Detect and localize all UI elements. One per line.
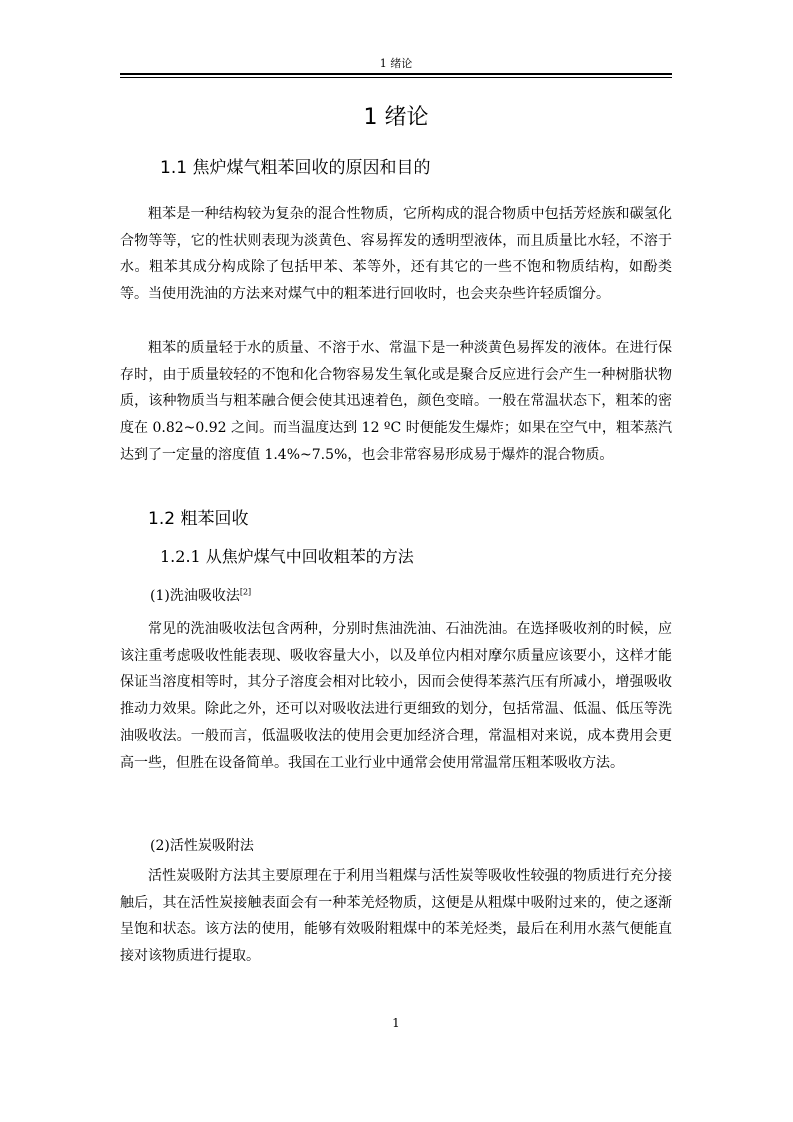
section-1-2-1-heading: 1.2.1 从焦炉煤气中回收粗苯的方法 bbox=[160, 547, 414, 566]
method-1-label bbox=[150, 586, 251, 606]
section-1-2-heading: 1.2 粗苯回收 bbox=[148, 509, 249, 529]
header-rule-thin bbox=[120, 77, 672, 78]
running-header: 1 绪论 bbox=[379, 57, 413, 70]
header-rule-thick bbox=[120, 73, 672, 75]
page-number: 1 bbox=[392, 1016, 400, 1030]
method-1-label-text: (1)洗油吸收法 bbox=[150, 588, 240, 604]
citation-ref: [2] bbox=[239, 587, 252, 597]
method-2-label: (2)活性炭吸附法 bbox=[150, 838, 254, 854]
body-paragraph: 粗苯是一种结构较为复杂的混合性物质，它所构成的混合物质中包括芳烃族和碳氢化合物等等，它的性状则表现为淡黄色、容易挥发的透明型液体，而且质量比水轻，不溶于水。粗苯其成分构成除了包括甲苯、苯等外，还有其它的一些不饱和物质结构，如酚类等。当使用洗油的方法来对煤气中的粗苯进行回收时，也会夹杂些许轻质馏分。 bbox=[120, 206, 672, 303]
body-paragraph: 活性炭吸附方法其主要原理在于利用当粗煤与活性炭等吸收性较强的物质进行充分接触后，其在活性炭接触表面会有一种苯羌烃物质，这便是从粗煤中吸附过来的，使之逐渐呈饱和状态。该方法的使用，能够有效吸附粗煤中的苯羌烃类，最后在利用水蒸气便能直接对该物质进行提取。 bbox=[120, 868, 672, 965]
body-paragraph: 常见的洗油吸收法包含两种，分别时焦油洗油、石油洗油。在选择吸收剂的时候，应该注重考虑吸收性能表现、吸收容量大小，以及单位内相对摩尔质量应该要小，这样才能保证当溶度相等时，其分子溶度会相对比较小，因而会使得苯蒸汽压有所减小，增强吸收推动力效果。除此之外，还可以对吸收法进行更细致的划分，包括常温、低温、低压等洗油吸收法。一般而言，低温吸收法的使用会更加经济合理，常温相对来说，成本费用会更高一些，但胜在设备简单。我国在工业行业中通常会使用常温常压粗苯吸收方法。 bbox=[120, 621, 672, 771]
chapter-title: 1 绪论 bbox=[363, 105, 429, 130]
body-paragraph: 粗苯的质量轻于水的质量、不溶于水、常温下是一种淡黄色易挥发的液体。在进行保存时，由于质量较轻的不饱和化合物容易发生氧化或是聚合反应进行会产生一种树脂状物质，该种物质当与粗苯融合便会使其迅速着色，颜色变暗。一般在常温状态下，粗苯的密度在 0.82~0.92 之间。而当温度达到 12 ºC 时便能发生爆炸；如果在空气中，粗苯蒸汽达到了一定量的溶度值 1.4%~7.5%，也会非常容易形成易于爆炸的混合物质。 bbox=[120, 340, 672, 463]
section-1-1-heading: 1.1 焦炉煤气粗苯回收的原因和目的 bbox=[160, 158, 431, 178]
